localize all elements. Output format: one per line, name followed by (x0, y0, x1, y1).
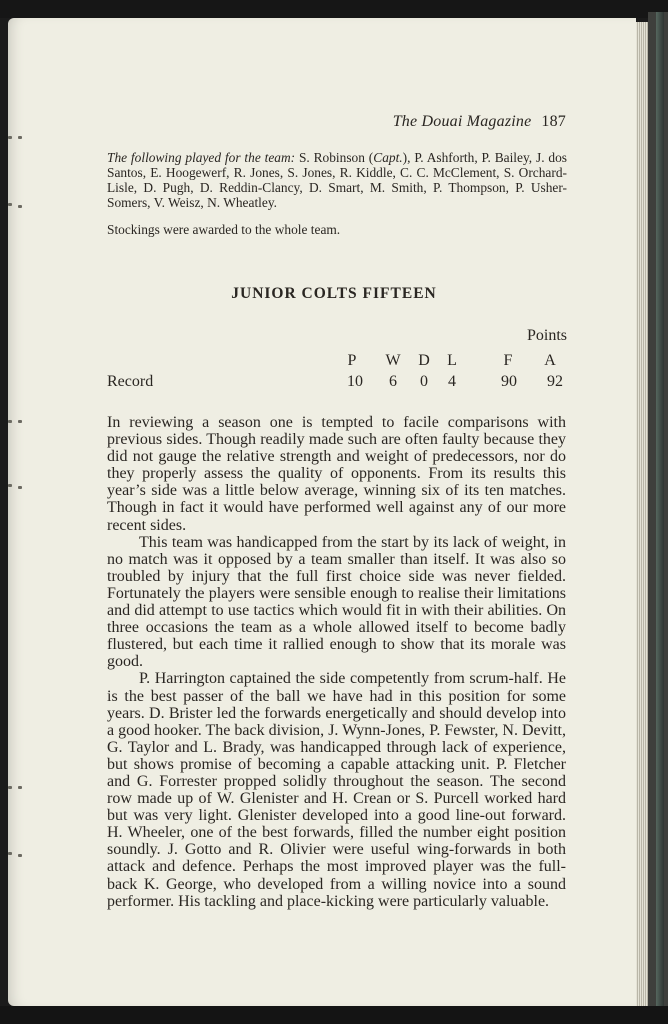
header-drawn: D (418, 352, 430, 369)
stockings-note: Stockings were awarded to the whole team. (107, 222, 341, 237)
page-number: 187 (541, 113, 566, 130)
value-for: 90 (501, 373, 517, 390)
paragraph-1: In reviewing a season one is tempted to facile comparisons with previous sides. Though readily made such are often faulty because they did not gauge the relative strength and weight of predecessors, nor do they properly assess the quality of opponents. From its results this year’s side was a little below average, winning six of its ten matches. Though in fact it would have performed well against any of our more recent sides. (107, 414, 566, 534)
players-names-start: S. Robinson ( (298, 150, 374, 165)
header-won: W (385, 352, 401, 369)
paragraph-2: This team was handicapped from the start by its lack of weight, in no match was it opposed by a team smaller than itself. It was also so troubled by injury that the full first choice side was never fielded. Fortunately the players were sensible enough to realise their limitations and did attempt to use tactics which would fit in with their abilities. On three occasions the team as a whole allowed itself to become badly flustered, but each time it rallied enough to show that its morale was good. (107, 533, 566, 671)
article-body (107, 414, 566, 910)
record-row-label: Record (107, 373, 154, 390)
players-list (107, 150, 567, 210)
header-against: A (544, 352, 556, 369)
value-won: 6 (389, 373, 397, 390)
value-played: 10 (347, 373, 363, 390)
points-label: Points (526, 327, 567, 344)
value-against: 92 (547, 373, 563, 390)
running-head (393, 113, 566, 131)
captain-marker: Capt. (373, 150, 403, 165)
value-lost: 4 (448, 373, 456, 390)
paragraph-3: P. Harrington captained the side competently from scrum-half. He is the best passer of the ball we have had in this position for some years. D. Brister led the forwards energetically and should develop into a good hooker. The back division, J. Wynn-Jones, P. Fewster, N. Devitt, G. Taylor and L. Brady, was handicapped through lack of experience, but shows promise of becoming a capable attacking unit. P. Fletcher and G. Forrester propped solidly throughout the season. The second row made up of W. Glenister and H. Crean or S. Purcell worked hard but was very light. Glenister developed into a good line-out forward. H. Wheeler, one of the best forwards, filled the number eight position soundly. J. Gotto and R. Olivier were useful wing-forwards in both attack and defence. Perhaps the most improved player was the full-back K. George, who developed from a willing novice into a sound performer. His tackling and place-kicking were particularly valuable. (107, 670, 566, 910)
header-for: F (503, 352, 513, 369)
players-names-rest: ), P. Ashforth, P. Bailey, J. dos Santos, E. Hoogewerf, R. Jones, S. Jones, R. Kiddle, C. C. McClement, S. Orchard-Lisle, D. Pugh, D. Reddin-Clancy, D. Smart, M. Smith, P. Thompson, P. Usher-Somers, V. Weisz, N. Wheatley. (107, 150, 567, 210)
value-drawn: 0 (420, 373, 428, 390)
magazine-title: The Douai Magazine (392, 113, 532, 130)
header-lost: L (447, 352, 457, 369)
players-intro: The following played for the team: (107, 150, 296, 165)
header-played: P (347, 352, 357, 369)
section-title: JUNIOR COLTS FIFTEEN (231, 285, 437, 302)
